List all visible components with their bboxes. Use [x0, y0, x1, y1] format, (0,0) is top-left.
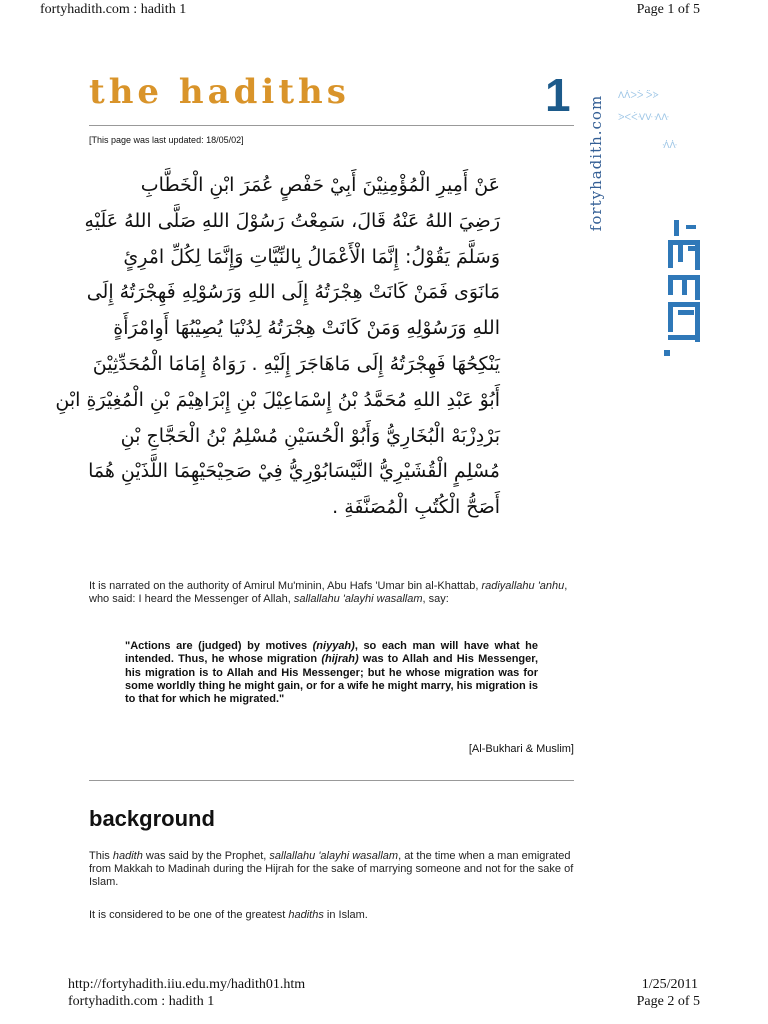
last-updated-note: [This page was last updated: 18/05/02] [89, 135, 244, 145]
faint-brand-line-2: ᐷᐸᐹᐺᐻ ᐼᐽ [618, 112, 669, 122]
print-header-title: fortyhadith.com : hadith 1 [40, 2, 187, 17]
honorific-term: sallallahu 'alayhi wasallam [293, 593, 423, 605]
background-text: was said by the Prophet, [142, 850, 270, 862]
arabic-hadith-text [55, 168, 500, 526]
honorific-term: radiyallahu 'anhu [481, 580, 565, 592]
arabic-term: (niyyah) [312, 640, 355, 652]
term: hadiths [288, 909, 324, 921]
faint-brand-line-3: ᐾᐿ [662, 140, 678, 150]
print-footer-url: http://fortyhadith.iiu.edu.my/hadith01.htm [68, 977, 306, 992]
vertical-site-brand [585, 70, 607, 255]
term: hadith [112, 850, 143, 862]
background-paragraph-1 [89, 850, 575, 889]
narration-text: , say: [422, 593, 449, 605]
background-text: This [89, 850, 113, 862]
arabic-line: أَبُوْ عَبْدِ اللهِ مُحَمَّدُ بْنُ إِسْمَاعِيْلَ بْنِ إِبْرَاهِيْمَ بْنِ الْمُغِيْرَةِ ابْنِ [55, 388, 500, 411]
top-divider [89, 125, 574, 126]
arabic-line: وَسَلَّمَ يَقُوْلُ: إِنَّمَا الْأَعْمَالُ بِالنِّيَّاتِ وَإِنَّمَا لِكُلِّ امْرِئٍ [123, 245, 500, 268]
section-divider [89, 780, 574, 781]
background-text: in Islam. [323, 909, 368, 921]
arabic-line: مَانَوَى فَمَنْ كَانَتْ هِجْرَتُهُ إِلَى اللهِ وَرَسُوْلِهِ فَهِجْرَتُهُ إِلَى [86, 281, 500, 304]
background-paragraph-2 [89, 909, 575, 922]
next-page-indicator: Page 2 of 5 [636, 994, 700, 1009]
print-header-page-indicator: Page 1 of 5 [636, 2, 700, 17]
narration-paragraph [89, 580, 575, 606]
faint-brand-line-1: ᐱᐲᐳᐴ ᐵᐶ [618, 90, 660, 100]
print-footer-date: 1/25/2011 [641, 977, 698, 992]
arabic-line: يَنْكِحُهَا فَهِجْرَتُهُ إِلَى مَاهَاجَرَ إِلَيْهِ . رَوَاهُ إِمَامَا الْمُحَدِّثِيْنَ [92, 352, 500, 375]
narration-text: , who said: I heard the Messenger of Allah, [89, 580, 568, 605]
arabic-line: عَنْ أَمِيرِ الْمُؤْمِنِيْنَ أَبِيْ حَفْصٍ عُمَرَ ابْنِ الْخَطَّابِ [140, 174, 500, 196]
calligraphy-logo-icon [662, 200, 702, 360]
arabic-line: أَصَحُّ الْكُتُبِ الْمُصَنَّفَةِ . [332, 496, 500, 519]
hadith-number: 1 [545, 69, 571, 121]
narration-text: It is narrated on the authority of Amirul Mu'minin, Abu Hafs 'Umar bin al-Khattab, [89, 580, 482, 592]
quote-text: "Actions are (judged) by motives [125, 640, 313, 652]
honorific-term: sallallahu 'alayhi wasallam [269, 850, 399, 862]
arabic-line: بَرْدِزْبَهْ الْبُخَارِيُّ وَأَبُوْ الْحُسَيْنِ مُسْلِمُ بْنُ الْحَجَّاجِ بْنِ [120, 424, 500, 447]
arabic-line: اللهِ وَرَسُوْلِهِ وَمَنْ كَانَتْ هِجْرَتُهُ لِدُنْيَا يُصِيْبُهَا أَوِامْرَأَةٍ [113, 317, 500, 340]
hadith-source: [Al-Bukhari & Muslim] [468, 743, 574, 755]
arabic-term: (hijrah) [321, 653, 359, 666]
background-text: , at the time when a man emigrated from Makkah to Madinah during the Hijrah for the sake of marrying someone and not for the sake of Islam. [89, 850, 574, 888]
hadith-translation-quote [125, 640, 538, 706]
background-text: It is considered to be one of the greatest [89, 909, 289, 921]
quote-text: was to Allah and His Messenger, his migration is to Allah and His Messenger; but he whose migration was for some worldly thing he might gain, or for a wife he might marry, his migration is to that for which he migrated." [125, 653, 538, 706]
site-title: the hadiths [89, 72, 350, 112]
background-heading: background [89, 806, 215, 831]
quote-text: , so each man will have what he intended. Thus, he whose migration [125, 640, 538, 666]
arabic-line: مُسْلِمٍ الْقُشَيْرِيُّ النَّيْسَابُوْرِيُّ فِيْ صَحِيْحَيْهِمَا اللَّذَيْنِ هُمَا [88, 460, 500, 483]
next-page-header-title: fortyhadith.com : hadith 1 [68, 994, 215, 1009]
vertical-site-brand-text: fortyhadith.com [587, 94, 605, 231]
arabic-line: رَضِيَ اللهُ عَنْهُ قَالَ، سَمِعْتُ رَسُوْلَ اللهِ صَلَّى اللهُ عَلَيْهِ [84, 209, 500, 232]
